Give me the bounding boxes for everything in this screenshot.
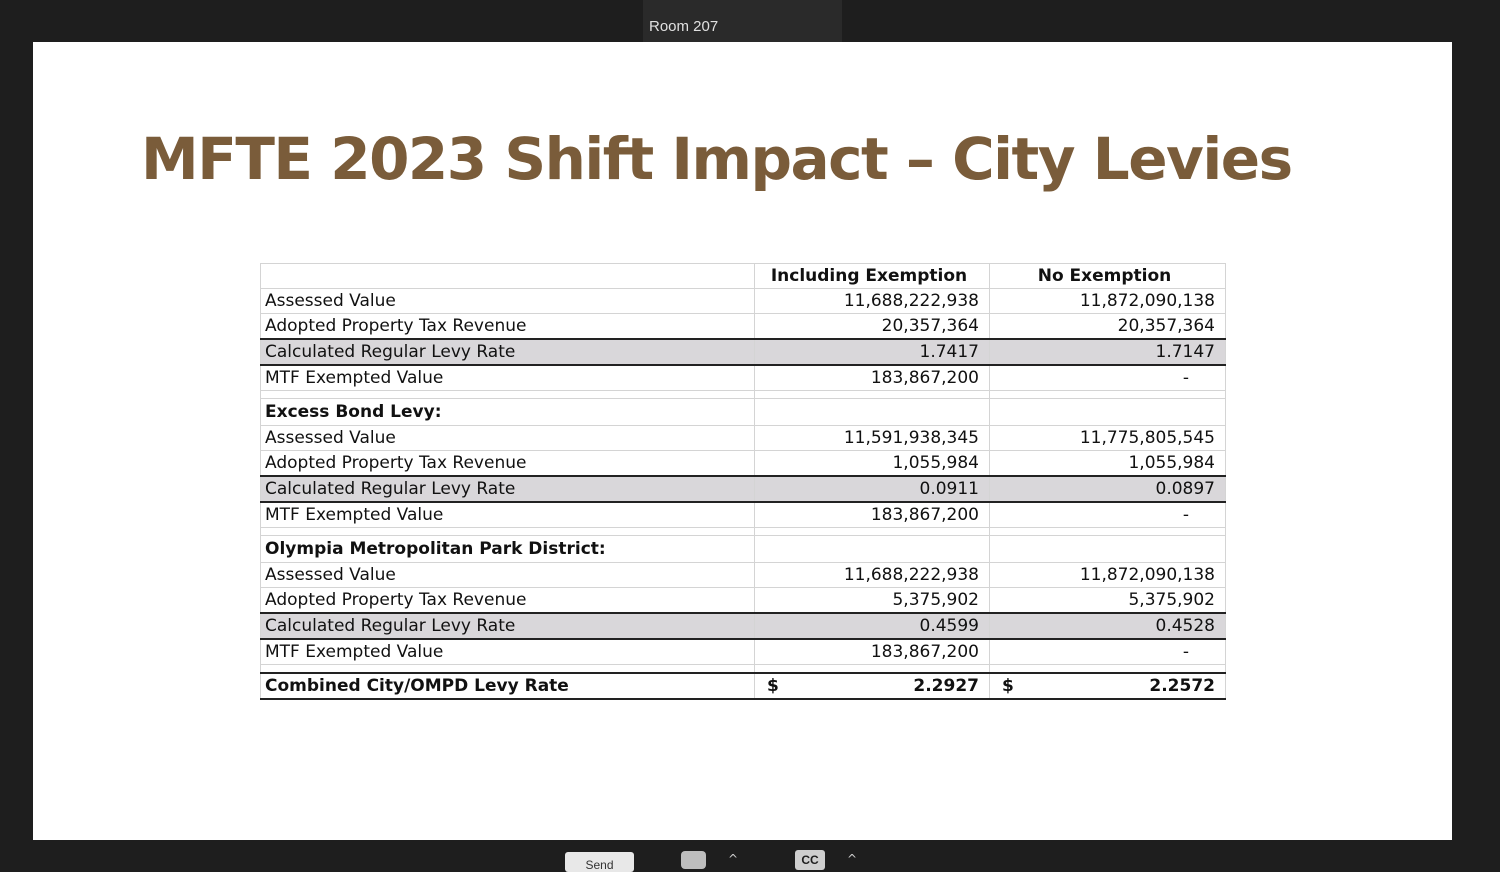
row-label: Calculated Regular Levy Rate [261,613,755,639]
including-value: 11,591,938,345 [755,426,990,451]
no-exemption-value: - [990,639,1226,665]
total-label: Combined City/OMPD Levy Rate [261,673,755,699]
total-including-cell [755,673,990,699]
row-label: Assessed Value [261,563,755,588]
meeting-toolbar [0,840,1500,872]
table-row [261,365,1226,391]
currency-symbol: $ [1002,676,1014,696]
including-value: 183,867,200 [755,365,990,391]
including-value: 1,055,984 [755,451,990,477]
including-value: 5,375,902 [755,588,990,614]
table-spacer-row [261,528,1226,536]
table-spacer-row [261,665,1226,674]
section-heading: Excess Bond Levy: [261,399,755,426]
no-exemption-value: 11,872,090,138 [990,563,1226,588]
row-label: MTF Exempted Value [261,365,755,391]
no-exemption-value: 0.4528 [990,613,1226,639]
including-value: 183,867,200 [755,502,990,528]
total-no-exemption-value: 2.2572 [1149,676,1215,696]
including-value: 0.0911 [755,476,990,502]
table-row-levy-rate [261,476,1226,502]
row-label: MTF Exempted Value [261,502,755,528]
no-exemption-value: 0.0897 [990,476,1226,502]
header-including-exemption: Including Exemption [755,264,990,289]
send-button[interactable]: Send [565,852,634,872]
no-exemption-value: 11,872,090,138 [990,289,1226,314]
table-row [261,289,1226,314]
row-label: Adopted Property Tax Revenue [261,588,755,614]
section-heading-row [261,536,1226,563]
table-row [261,588,1226,614]
table-row [261,502,1226,528]
including-value: 20,357,364 [755,314,990,340]
row-label: Assessed Value [261,426,755,451]
total-including-value: 2.2927 [913,676,979,696]
row-label: Adopted Property Tax Revenue [261,314,755,340]
chat-options-caret-icon[interactable]: ^ [728,852,739,866]
table-total-row [261,673,1226,699]
including-value: 0.4599 [755,613,990,639]
section-heading: Olympia Metropolitan Park District: [261,536,755,563]
row-label: Calculated Regular Levy Rate [261,476,755,502]
captions-button[interactable]: CC [795,850,825,870]
presentation-slide [33,42,1452,840]
including-value: 11,688,222,938 [755,563,990,588]
table-row-levy-rate [261,613,1226,639]
table-header-row [261,264,1226,289]
no-exemption-value: 1,055,984 [990,451,1226,477]
no-exemption-value: 1.7147 [990,339,1226,365]
total-no-exemption-cell [990,673,1226,699]
section-heading-row [261,399,1226,426]
including-value: 183,867,200 [755,639,990,665]
chat-icon[interactable] [681,851,706,869]
row-label: Calculated Regular Levy Rate [261,339,755,365]
currency-symbol: $ [767,676,779,696]
including-value: 11,688,222,938 [755,289,990,314]
table-row [261,426,1226,451]
header-no-exemption: No Exemption [990,264,1226,289]
no-exemption-value: - [990,365,1226,391]
no-exemption-value: - [990,502,1226,528]
no-exemption-value: 20,357,364 [990,314,1226,340]
header-label-column [261,264,755,289]
levy-table [260,263,1226,700]
including-value: 1.7417 [755,339,990,365]
no-exemption-value: 5,375,902 [990,588,1226,614]
table-spacer-row [261,391,1226,399]
table-row [261,314,1226,340]
meeting-room-label: Room 207 [643,0,842,42]
row-label: Adopted Property Tax Revenue [261,451,755,477]
table-row [261,451,1226,477]
no-exemption-value: 11,775,805,545 [990,426,1226,451]
table-row [261,563,1226,588]
table-row [261,639,1226,665]
captions-options-caret-icon[interactable]: ^ [847,852,858,866]
table-row-levy-rate [261,339,1226,365]
row-label: MTF Exempted Value [261,639,755,665]
slide-title: MFTE 2023 Shift Impact – City Levies [141,125,1292,193]
row-label: Assessed Value [261,289,755,314]
